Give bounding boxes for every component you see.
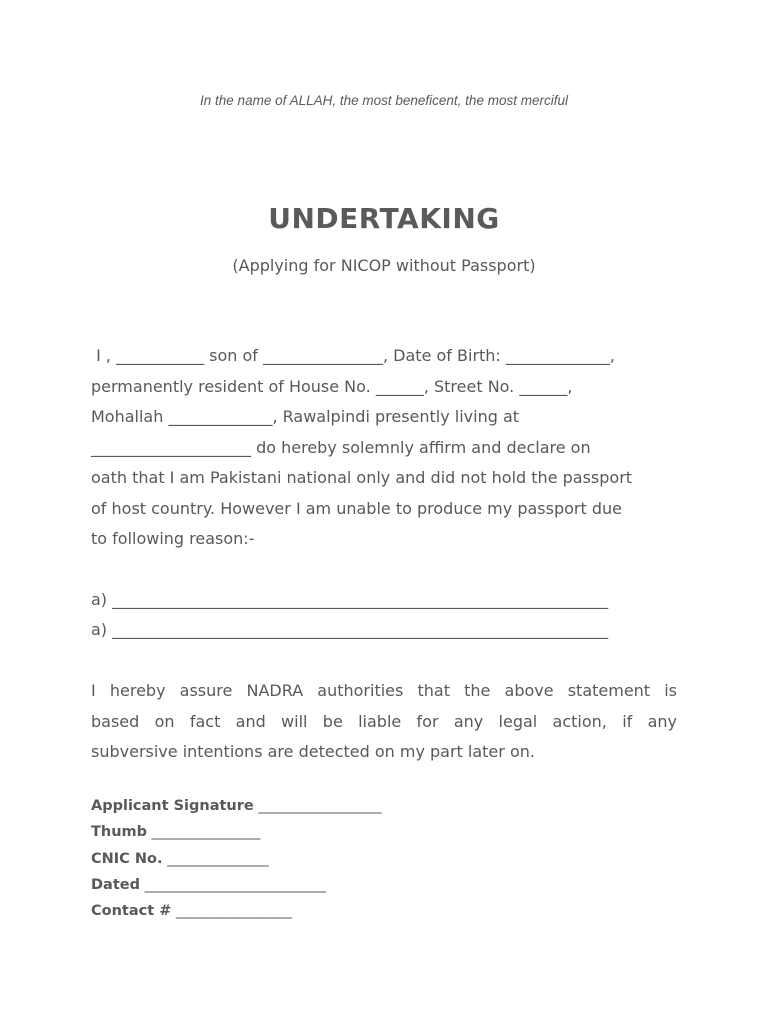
signature-row-dated bbox=[91, 872, 591, 898]
document-title: UNDERTAKING bbox=[268, 202, 500, 235]
field-blank: ______________ bbox=[162, 850, 269, 867]
document-subtitle: (Applying for NICOP without Passport) bbox=[232, 256, 536, 275]
bismillah-heading: In the name of ALLAH, the most beneficent, the most merciful bbox=[200, 93, 568, 108]
reason-line: a) ______________________________________________________________ bbox=[91, 620, 609, 639]
assurance-line: subversive intentions are detected on my part later on. bbox=[91, 742, 535, 761]
declaration-line: ____________________ do hereby solemnly affirm and declare on bbox=[91, 437, 591, 457]
field-blank: ________________ bbox=[171, 903, 292, 920]
field-blank: _________________ bbox=[253, 798, 382, 814]
signature-block bbox=[91, 793, 591, 924]
assurance-paragraph bbox=[91, 676, 677, 768]
field-label: Contact # bbox=[91, 903, 172, 920]
reason-line: a) ______________________________________________________________ bbox=[91, 590, 609, 609]
field-label: CNIC No. bbox=[91, 850, 163, 867]
field-label: Applicant Signature bbox=[91, 798, 254, 814]
declaration-paragraph bbox=[91, 341, 691, 555]
assurance-line: I hereby assure NADRA authorities that the above statement is bbox=[91, 681, 677, 700]
signature-row-cnic bbox=[91, 846, 591, 872]
field-blank: _________________________ bbox=[139, 876, 326, 893]
declaration-line: I , ___________ son of _______________, Date of Birth: _____________, bbox=[91, 346, 615, 365]
reasons-list bbox=[91, 585, 691, 645]
declaration-line: of host country. However I am unable to produce my passport due bbox=[91, 498, 622, 518]
field-label: Thumb bbox=[91, 824, 148, 841]
field-label: Dated bbox=[91, 876, 140, 893]
declaration-line: Mohallah _____________, Rawalpindi presently living at bbox=[91, 407, 520, 426]
declaration-line: permanently resident of House No. ______, Street No. ______, bbox=[91, 376, 573, 396]
declaration-line: to following reason:- bbox=[91, 529, 255, 548]
field-blank: _______________ bbox=[147, 824, 261, 841]
signature-row-applicant bbox=[91, 793, 591, 819]
signature-row-contact bbox=[91, 898, 591, 924]
assurance-line: based on fact and will be liable for any legal action, if any bbox=[91, 711, 677, 731]
signature-row-thumb bbox=[91, 819, 591, 845]
declaration-line: oath that I am Pakistani national only and did not hold the passport bbox=[91, 468, 633, 487]
